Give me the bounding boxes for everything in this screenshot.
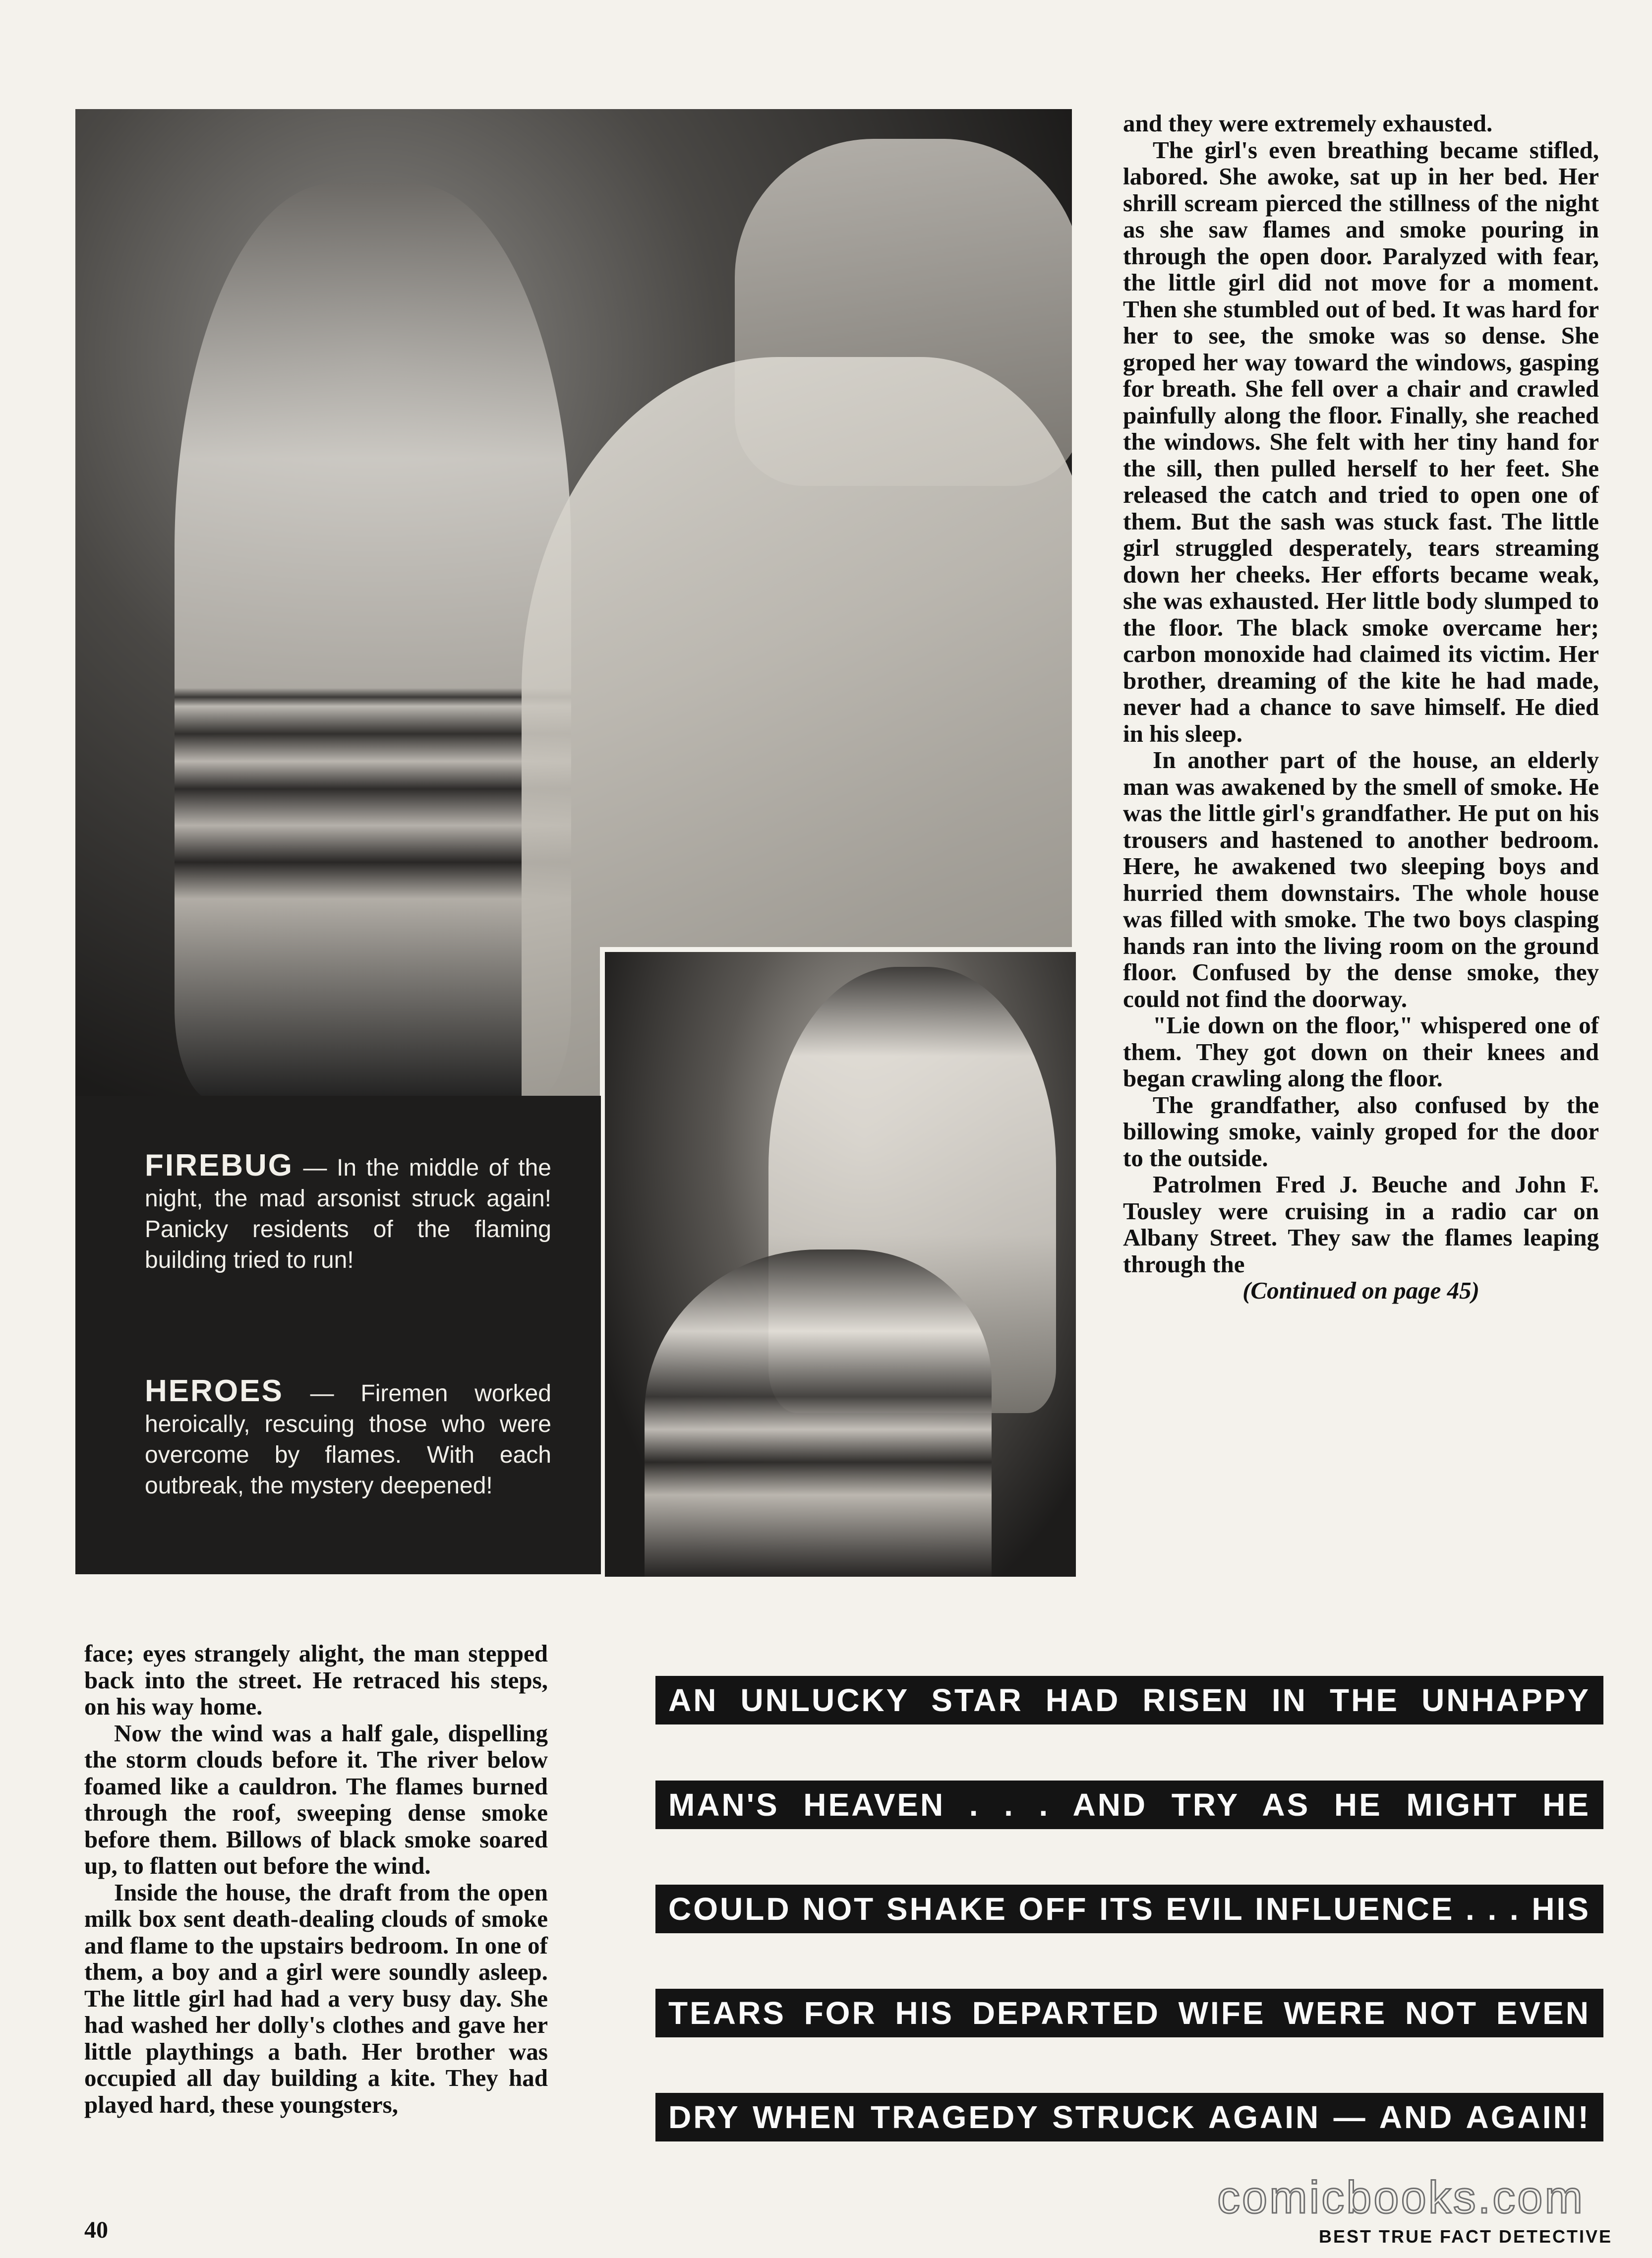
magazine-title: BEST TRUE FACT DETECTIVE xyxy=(1319,2226,1613,2247)
caption-heroes xyxy=(145,1376,551,1501)
paragraph: "Lie down on the floor," whispered one of them. They got down on their knees and began crawling along the floor. xyxy=(1123,1011,1599,1092)
paragraph: face; eyes strangely alight, the man stepped back into the street. He retraced his steps, on his way home. xyxy=(84,1640,548,1720)
headline-bar: DRY WHEN TRAGEDY STRUCK AGAIN — AND AGAIN! xyxy=(655,2093,1603,2141)
article-column-left xyxy=(84,1640,548,2118)
photo-figure-victim xyxy=(645,1249,992,1577)
paragraph: In another part of the house, an elderly man was awakened by the smell of smoke. He was the little girl's grandfather. He put on his trousers and hastened to another bedroom. Here, he awakened two sleeping boys and hurried them downstairs. The whole house was filled with smoke. The two boys clasping hands ran into the living room on the ground floor. Confused by the dense smoke, they could not find the doorway. xyxy=(1123,746,1599,1012)
caption-firebug-text: — In the middle of the night, the mad arsonist struck again! Panicky residents of the flaming building tried to run! xyxy=(145,1155,551,1273)
caption-firebug-head: FIREBUG xyxy=(145,1148,294,1183)
page-number: 40 xyxy=(84,2217,108,2243)
watermark: comicbooks.com xyxy=(1217,2172,1585,2223)
continued-note: (Continued on page 45) xyxy=(1242,1277,1479,1304)
caption-firebug xyxy=(145,1150,551,1276)
paragraph: The grandfather, also confused by the billowing smoke, vainly groped for the door to the outside. xyxy=(1123,1091,1599,1172)
photo-figure-woman xyxy=(175,183,571,1101)
headline-bar: AN UNLUCKY STAR HAD RISEN IN THE UNHAPPY xyxy=(655,1676,1603,1724)
headline-bar: MAN'S HEAVEN . . . AND TRY AS HE MIGHT HE xyxy=(655,1781,1603,1829)
photo-heroes xyxy=(600,947,1081,1582)
headline-bar: TEARS FOR HIS DEPARTED WIFE WERE NOT EVEN xyxy=(655,1989,1603,2037)
paragraph: Patrolmen Fred J. Beuche and John F. Tousley were cruising in a radio car on Albany Street. They saw the flames leaping through the xyxy=(1123,1171,1599,1278)
paragraph: and they were extremely exhausted. xyxy=(1123,110,1493,137)
paragraph: The girl's even breathing became stifled, labored. She awoke, sat up in her bed. Her shrill scream pierced the stillness of the night as she saw flames and smoke pouring in through the open door. Paralyzed with fear, the little girl did not move for a moment. Then she stumbled out of bed. It was hard for her to see, the smoke was so dense. She groped her way toward the windows, gasping for breath. She fell over a chair and crawled painfully along the floor. Finally, she reached the windows. She felt with her tiny hand for the sill, then pulled herself to her feet. She released the catch and tried to open one of them. But the sash was stuck fast. The little girl struggled desperately, tears streaming down her cheeks. Her efforts became weak, she was exhausted. Her little body slumped to the floor. The black smoke overcame her; carbon monoxide had claimed its victim. Her brother, dreaming of the kite he had made, never had a chance to save himself. He died in his sleep. xyxy=(1123,136,1599,747)
caption-heroes-head: HEROES xyxy=(145,1374,284,1408)
caption-box xyxy=(75,1096,601,1574)
paragraph: Now the wind was a half gale, dispelling the storm clouds before it. The river below foamed like a cauldron. The flames burned through the roof, sweeping dense smoke before them. Billows of black smoke soared up, to flatten out before the wind. xyxy=(84,1719,548,1879)
headline-bar: COULD NOT SHAKE OFF ITS EVIL INFLUENCE . . . HIS xyxy=(655,1885,1603,1933)
paragraph: Inside the house, the draft from the open milk box sent death-dealing clouds of smoke and flame to the upstairs bedroom. In one of them, a boy and a girl were soundly asleep. The little girl had had a very busy day. She had washed her dolly's clothes and gave her little playthings a bath. Her brother was occupied all day building a kite. They had played hard, these youngsters, xyxy=(84,1878,548,2118)
article-column-right xyxy=(1123,110,1599,1304)
caption-heroes-text: — Firemen worked heroically, rescuing those who were overcome by flames. With each outbreak, the mystery deepened! xyxy=(145,1380,551,1499)
